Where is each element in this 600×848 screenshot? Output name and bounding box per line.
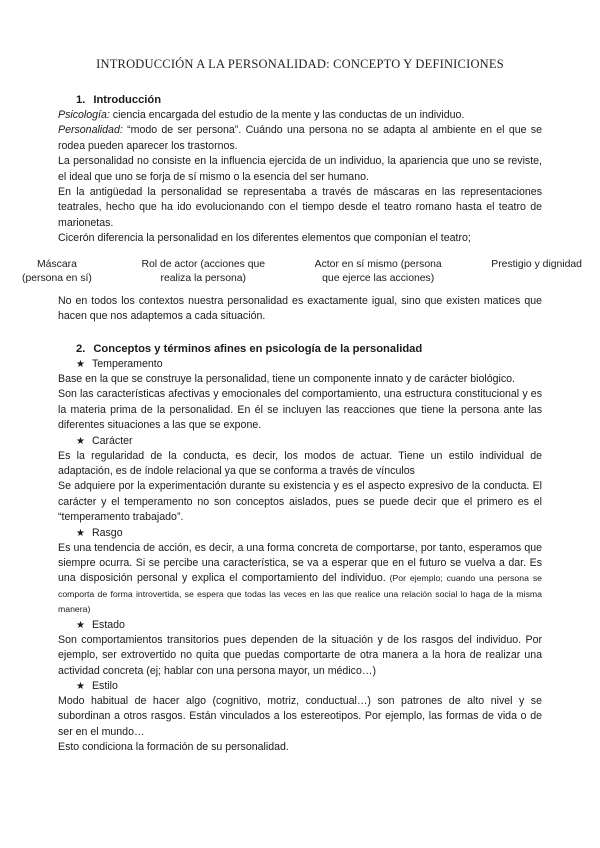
paragraph: En la antigüedad la personalidad se representaba a través de máscaras en las representaciones teatrales, hecho que ha ido evolucionando con el tiempo desde el teatro romano hasta el teatro de marionetas. — [58, 186, 542, 229]
section-heading: 2. Conceptos y términos afines en psicología de la personalidad — [76, 343, 423, 355]
paragraph: No en todos los contextos nuestra personalidad es exactamente igual, sino que existen matices que hacen que nos adaptemos a cada situación. — [58, 295, 542, 323]
section-conceptos — [58, 342, 542, 756]
paragraph: La personalidad no consiste en la influencia ejercida de un individuo, la apariencia que uno se reviste, el ideal que uno se forja de sí mismo o la esencia del ser humano. — [58, 155, 542, 183]
paragraph: Se adquiere por la experimentación durante su existencia y es el aspecto expresivo de la conducta. El carácter y el temperamento no son conceptos aislados, pues se puede decir que el primero es el “temperamento trabajado”. — [58, 480, 542, 524]
paragraph: Son las características afectivas y emocionales del comportamiento, una estructura constitucional y es la materia prima de la personalidad. En él se incluyen las reacciones que tiene la persona ante las diferentes situaciones a las que se expone. — [58, 388, 542, 432]
paragraph: Es una tendencia de acción, es decir, a una forma concreta de comportarse, por tanto, esperamos que siempre ocurra. Si se percibe una característica, se va a esperar que en el futuro se vuelva a dar. Es una disposición personal y explica el comportamiento del individuo. (Por ejemplo; cuando una persona se comporta de forma introvertida, se espera que todas las veces en las que realice una relación social lo haga de la misma manera) — [58, 541, 542, 615]
bullet-estilo: ★ Estilo — [76, 679, 118, 692]
example-note: (Por ejemplo; cuando una persona se comporta de forma introvertida, se espera que todas las veces en las que realice una relación social lo haga de la misma manera) — [58, 573, 542, 615]
bullet-estado: ★ Estado — [76, 618, 125, 631]
star-icon: ★ — [76, 359, 85, 370]
paragraph: Esto condiciona la formación de su personalidad. — [58, 741, 289, 754]
section-introduccion — [58, 93, 542, 247]
theatre-element: Máscara (persona en sí) — [22, 259, 92, 284]
theatre-elements-row — [22, 258, 582, 285]
theatre-element: Actor en sí mismo (persona que ejerce las acciones) — [314, 259, 442, 284]
definition-psicologia: Psicología: ciencia encargada del estudio de la mente y las conductas de un individuo. — [58, 109, 465, 121]
star-icon: ★ — [76, 435, 85, 447]
paragraph: Base en la que se construye la personalidad, tiene un componente innato y de carácter biológico. — [58, 373, 516, 385]
paragraph: Son comportamientos transitorios pues dependen de la situación y de los rasgos del individuo. Por ejemplo, ser extrovertido no quita que puedas comportarte de otra manera a la hora de realizar una actividad concreta (ej; hablar con una persona mayor, un médico…) — [58, 633, 542, 677]
section-introduccion-closing — [58, 294, 542, 325]
section-heading: 1. Introducción — [76, 94, 162, 106]
paragraph: Es la regularidad de la conducta, es decir, los modos de actuar. Tiene un estilo individual de adaptación, es de índole relacional ya que se conforma a través de vínculos — [58, 449, 542, 478]
paragraph: Modo habitual de hacer algo (cognitivo, motriz, conductual…) son patrones de alto nivel y se subordinan a otros rasgos. Están vinculados a los estereotipos. Por ejemplo, las formas de vida o de ser en el mundo… — [58, 694, 542, 738]
theatre-element: Rol de actor (acciones que realiza la persona) — [141, 259, 266, 284]
paragraph: Cicerón diferencia la personalidad en los diferentes elementos que componían el teatro; — [58, 232, 471, 245]
bullet-caracter: ★ Carácter — [76, 434, 133, 447]
star-icon: ★ — [76, 680, 85, 692]
definition-personalidad: Personalidad: “modo de ser persona”. Cuándo una persona no se adapta al ambiente en el que se rodea pueden aparecer los trastornos. — [58, 124, 542, 152]
bullet-temperamento: ★ Temperamento — [76, 358, 163, 370]
theatre-element: Prestigio y dignidad — [491, 259, 582, 270]
page-title: INTRODUCCIÓN A LA PERSONALIDAD: CONCEPTO Y DEFINICIONES — [96, 57, 504, 71]
bullet-rasgo: ★ Rasgo — [76, 526, 123, 539]
star-icon: ★ — [76, 527, 85, 539]
star-icon: ★ — [76, 619, 85, 631]
